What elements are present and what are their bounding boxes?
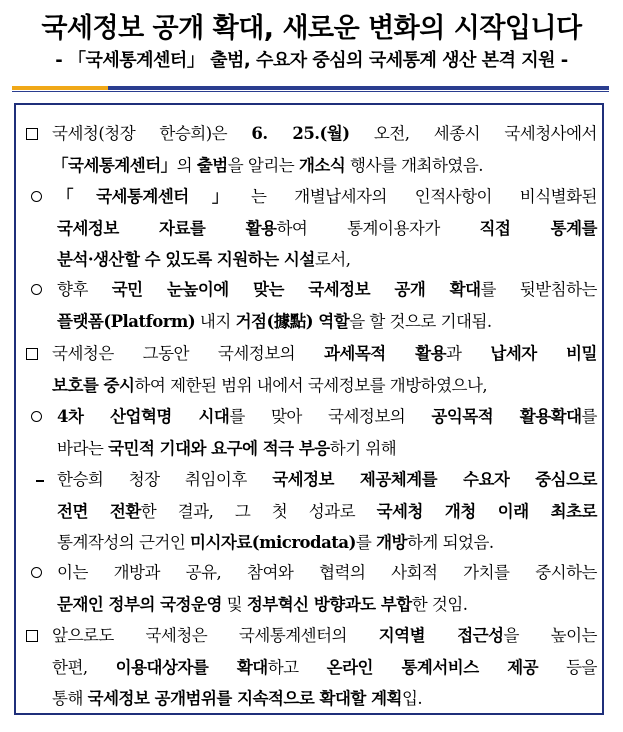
bold-text: 전면 전환: [57, 501, 141, 521]
bold-text: 플랫폼(Platform): [57, 311, 196, 331]
circle-icon: [31, 567, 42, 578]
text-run: 를: [355, 533, 377, 552]
text-run: 이는 개방과 공유, 참여와 협력의 사회적 가치를 중시하는: [57, 563, 597, 582]
text-run: 를 뒷받침하는: [480, 280, 597, 299]
bold-text: 온라인 통계서비스 제공: [326, 657, 539, 677]
paragraph: [57, 464, 597, 559]
text-run: 를: [581, 407, 597, 426]
text-line: [57, 181, 597, 213]
page-subtitle: - 「국세통계센터」 출범, 수요자 중심의 국세통계 생산 본격 지원 -: [55, 50, 568, 71]
text-line: [52, 150, 597, 182]
text-line: [57, 274, 597, 306]
text-line: [52, 652, 597, 684]
text-run: 을 높이는: [503, 626, 597, 645]
text-run: 통계작성의 근거인: [57, 533, 191, 552]
text-run: 한 결과, 그 첫 성과로: [140, 501, 377, 521]
text-line: [52, 338, 597, 370]
paragraph: [52, 118, 597, 181]
square-icon: [26, 348, 38, 360]
text-run: 바라는: [57, 438, 109, 458]
bold-text: 「국세통계센터」: [57, 187, 251, 206]
text-line: [57, 433, 597, 465]
text-run: 의: [176, 155, 197, 175]
bold-text: 직접 통계를: [479, 218, 597, 238]
bold-text: 거점(據點) 역할: [235, 311, 350, 331]
text-run: 을 알리는: [227, 155, 299, 175]
text-run: 내지: [195, 311, 236, 331]
text-run: 하게 되었음.: [406, 533, 494, 552]
square-icon: [26, 128, 38, 140]
text-run: 하기 위해: [329, 438, 397, 458]
square-icon: [26, 630, 38, 642]
bold-text: 국세청 개청 이래 최초로: [376, 501, 597, 521]
text-run: 를 맞아 국세정보의: [229, 407, 432, 426]
paragraph: [57, 181, 597, 276]
text-run: 국세청(청장 한승희)은: [52, 124, 252, 143]
bold-text: 6. 25.(월): [251, 124, 350, 143]
text-run: 한 것임.: [411, 594, 468, 614]
dash-icon: [36, 480, 44, 482]
bold-text: 국민 눈높이에 맞는 국세정보 공개 확대: [111, 280, 481, 299]
text-line: [52, 683, 597, 715]
paragraph: [57, 401, 597, 464]
text-line: [52, 118, 597, 150]
text-run: 및: [221, 594, 247, 614]
paragraph: [57, 274, 597, 337]
bold-text: 이용대상자를 확대: [115, 657, 268, 677]
text-line: [57, 496, 597, 528]
bold-text: 문재인 정부의 국정운영: [57, 594, 222, 614]
bold-text: 지역별 접근성: [378, 626, 504, 645]
text-run: 로서,: [314, 250, 351, 269]
text-line: [57, 401, 597, 433]
text-run: 는 개별납세자의 인적사항이 비식별화된: [250, 187, 597, 206]
text-run: 하여 통계이용자가: [276, 218, 480, 238]
bold-text: 국세정보 제공체계를 수요자 중심으로: [272, 470, 597, 489]
paragraph: [52, 620, 597, 715]
text-line: [57, 527, 597, 559]
bold-text: 분석·생산할 수 있도록 지원하는 시설: [57, 250, 315, 269]
text-line: [52, 620, 597, 652]
text-run: 하고: [267, 657, 327, 677]
bold-text: 출범: [196, 155, 228, 175]
text-line: [57, 213, 597, 245]
bold-text: 과세목적 활용: [323, 344, 447, 363]
bold-text: 보호를 중시: [52, 375, 135, 395]
text-run: 을 할 것으로 기대됨.: [349, 311, 492, 331]
text-run: 통해: [52, 689, 88, 708]
paragraph: [52, 338, 597, 401]
bold-text: 공익목적 활용확대: [431, 407, 582, 426]
text-run: 등을: [538, 657, 597, 677]
bold-text: 개소식: [298, 155, 346, 175]
text-run: 앞으로도 국세청은 국세통계센터의: [52, 626, 379, 645]
bold-text: 정부혁신 방향과도 부합: [246, 594, 412, 614]
circle-icon: [31, 411, 42, 422]
text-line: [57, 557, 597, 589]
bold-text: 미시자료(microdata): [190, 533, 356, 552]
text-line: [57, 244, 597, 276]
text-run: 향후: [57, 280, 112, 299]
bold-text: 4차 산업혁명 시대: [57, 407, 230, 426]
text-line: [57, 464, 597, 496]
text-run: 한승희 청장 취임이후: [57, 470, 273, 489]
bold-text: 개방: [376, 533, 407, 552]
text-line: [57, 306, 597, 338]
bold-text: 국세정보 공개범위를 지속적으로 확대할 계획: [87, 689, 402, 708]
title-rule-accent: [12, 86, 108, 90]
text-run: 과: [446, 344, 491, 363]
text-run: 하여 제한된 범위 내에서 국세정보를 개방하였으나,: [134, 375, 488, 395]
text-run: 행사를 개최하였음.: [345, 155, 484, 175]
bold-text: 납세자 비밀: [490, 344, 597, 363]
text-run: 국세청은 그동안 국세정보의: [52, 344, 324, 363]
text-run: 입.: [401, 689, 423, 708]
circle-icon: [31, 191, 42, 202]
circle-icon: [31, 284, 42, 295]
paragraph: [57, 557, 597, 620]
bold-text: 「국세통계센터」: [52, 155, 177, 175]
text-run: 오전, 세종시 국세청사에서: [349, 124, 597, 143]
text-line: [52, 370, 597, 402]
text-line: [57, 589, 597, 621]
page-title: 국세정보 공개 확대, 새로운 변화의 시작입니다: [41, 13, 582, 44]
text-run: 한편,: [52, 657, 116, 677]
bold-text: 국민적 기대와 요구에 적극 부응: [108, 438, 330, 458]
title-rule-thin: [12, 91, 609, 92]
bold-text: 국세정보 자료를 활용: [57, 218, 277, 238]
